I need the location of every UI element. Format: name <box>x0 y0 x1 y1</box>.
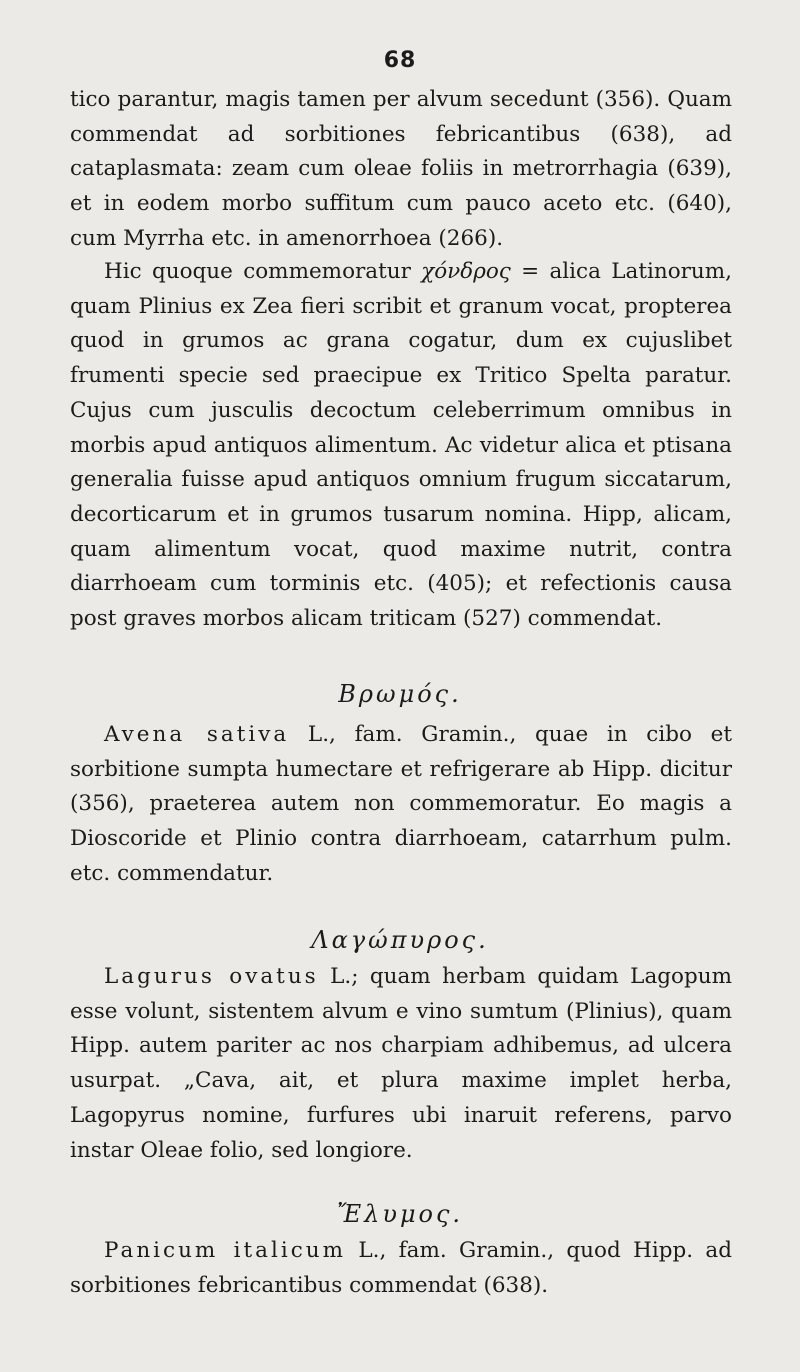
paragraph-chondros <box>70 255 732 637</box>
paragraph-text: L., fam. Gramin., quae in cibo et sorbitione sumpta humectare et refrigerare ab Hipp. dicitur (356), praeterea autem non commemoratur. Eo magis a Dioscoride et Plinio contra diarrhoeam, catarrhum pulm. etc. commendatur. <box>70 722 732 886</box>
paragraph-continuation <box>70 83 732 257</box>
section-heading-lagopyros: Λαγώπυρος. <box>311 926 489 954</box>
paragraph-text: L., fam. Gramin., quod Hipp. ad sorbitiones febricantibus commendat (638). <box>70 1238 732 1298</box>
species-name-lagurus: Lagurus ovatus <box>104 964 319 989</box>
section-heading-broumos: Βρωμός. <box>338 680 462 708</box>
paragraph-lagurus <box>70 960 732 1168</box>
paragraph-text-rest: = alica Latinorum, quam Plinius ex Zea fieri scribit et granum vocat, propterea quod in grumos ac grana cogatur, dum ex cujuslibet frumenti specie sed praecipue ex Tritico Spelta paratur. Cujus cum jusculis decoctum celeberrimum omnibus in morbis apud antiquos alimentum. Ac videtur alica et ptisana generalia fuisse apud antiquos omnium frugum siccatarum, decorticarum et in grumos tusarum nomina. Hipp, alicam, quam alimentum vocat, quod maxime nutrit, contra diarrhoeam cum torminis etc. (405); et refectionis causa post graves morbos alicam triticam (527) commendat. <box>70 259 732 632</box>
section-heading-lagopyros-wrap <box>0 926 800 954</box>
paragraph-text: tico parantur, magis tamen per alvum secedunt (356). Quam commendat ad sorbitiones febricantibus (638), ad cataplasmata: zeam cum oleae foliis in metrorrhagia (639), et in eodem morbo suffitum cum pauco aceto etc. (640), cum Myrrha etc. in amenorrhoea (266). <box>70 87 732 251</box>
greek-term-chondros: χόνδρος <box>421 259 511 284</box>
paragraph-panicum <box>70 1234 732 1303</box>
species-name-panicum: Panicum italicum <box>104 1238 347 1263</box>
section-heading-elymos-wrap <box>0 1200 800 1228</box>
paragraph-text: L.; quam herbam quidam Lagopum esse volunt, sistentem alvum e vino sumtum (Plinius), quam Hipp. autem pariter ac nos charpiam adhibemus, ad ulcera usurpat. „Cava, ait, et plura maxime implet herba, Lagopyrus nomine, furfures ubi inaruit referens, parvo instar Oleae folio, sed longiore. <box>70 964 732 1163</box>
page-number: 68 <box>383 48 417 73</box>
species-name-avena: Avena sativa <box>104 722 290 747</box>
paragraph-avena <box>70 718 732 892</box>
paragraph-text-lead: Hic quoque commemoratur <box>104 259 422 284</box>
section-heading-elymos: Ἔλυμος. <box>336 1200 464 1228</box>
section-heading-broumos-wrap <box>0 680 800 708</box>
